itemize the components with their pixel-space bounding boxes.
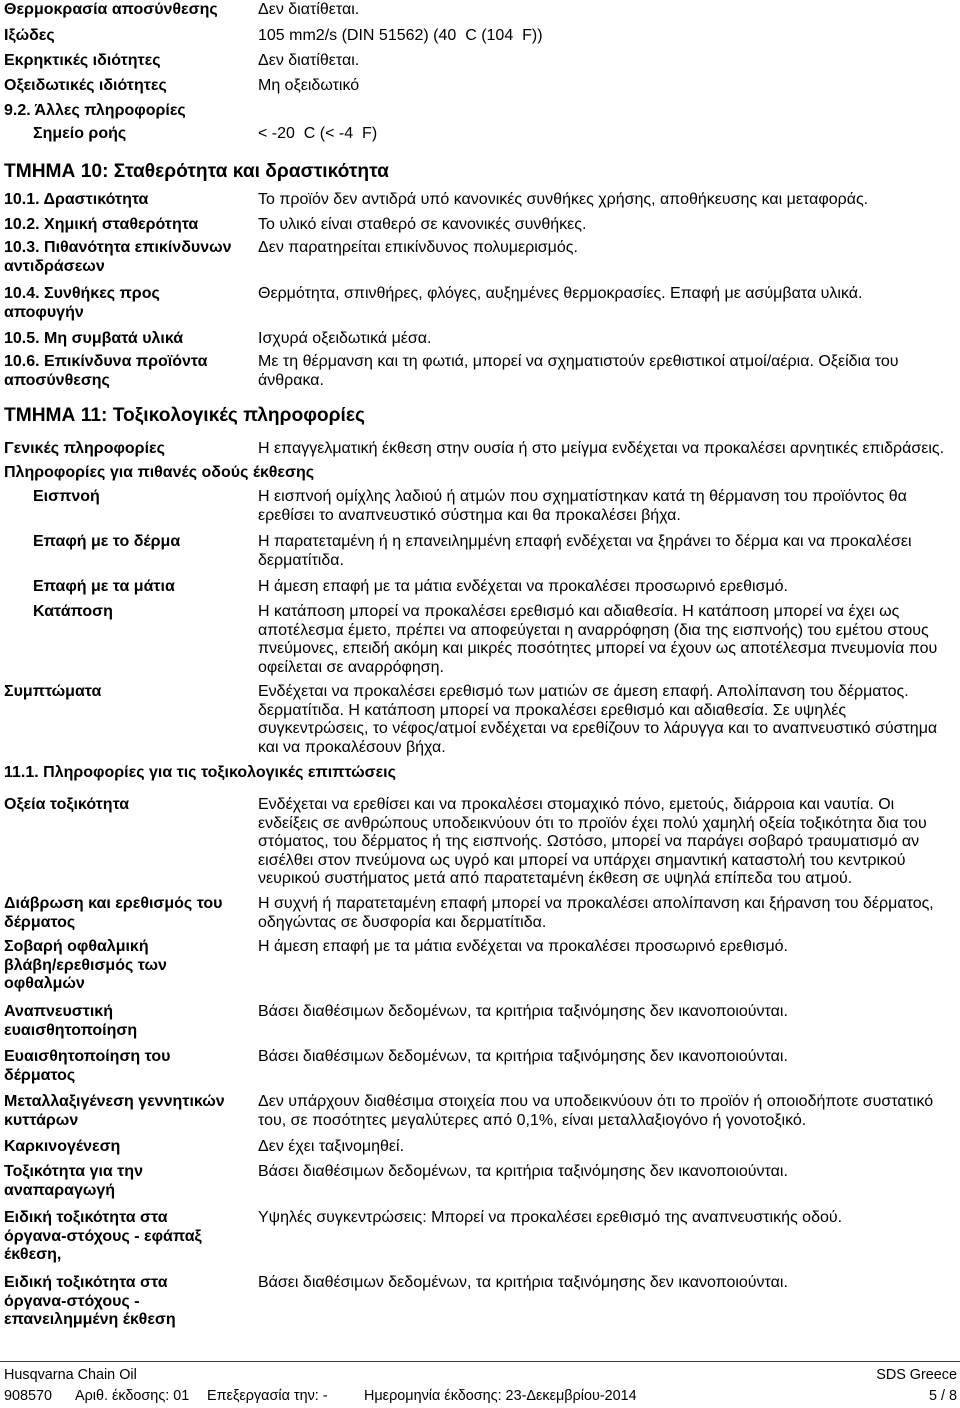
effect-label: Ειδική τοξικότητα στα όργανα-στόχους - εφάπαξ έκθεση, bbox=[4, 1209, 202, 1263]
stability-label: 10.5. Μη συμβατά υλικά bbox=[4, 330, 184, 347]
section-11-title: ΤΜΗΜΑ 11: Τοξικολογικές πληροφορίες bbox=[4, 405, 365, 426]
tox-value: Ενδέχεται να προκαλέσει ερεθισμό των ματιών σε άμεση επαφή. Απολίπανση του δέρματος. δερματίτιδα. Η κατάποση μπορεί να προκαλέσει ερεθισμό και αδιαθεσία. Σε υψηλές συγκεντρώσεις, το νέφος/ατμοί ενδέχεται να ερεθίζουν το λάρυγγα και το αναπνευστικό σύστημα και να προκαλέσουν βήχα. bbox=[258, 683, 938, 756]
effect-value: Δεν έχει ταξινομηθεί. bbox=[258, 1138, 405, 1155]
exposure-label: Εισπνοή bbox=[33, 488, 100, 505]
tox-value: Η επαγγελματική έκθεση στην ουσία ή στο μείγμα ενδέχεται να προκαλέσει αρνητικές επιδράσεις. bbox=[258, 440, 945, 457]
footer-issue-date: Ημερομηνία έκδοσης: 23-Δεκεμβρίου-2014 bbox=[364, 1388, 637, 1404]
tox-label: Συμπτώματα bbox=[4, 683, 102, 700]
stability-label: 10.6. Επικίνδυνα προϊόντα αποσύνθεσης bbox=[4, 353, 208, 389]
effect-label: Διάβρωση και ερεθισμός του δέρματος bbox=[4, 895, 223, 931]
property-value: Δεν διατίθεται. bbox=[258, 52, 360, 69]
tox-label: Γενικές πληροφορίες bbox=[4, 440, 165, 457]
stability-label: 10.1. Δραστικότητα bbox=[4, 191, 149, 208]
stability-label: 10.3. Πιθανότητα επικίνδυνων αντιδράσεων bbox=[4, 239, 232, 275]
effect-label: Ευαισθητοποίηση του δέρματος bbox=[4, 1048, 171, 1084]
effect-value: Η άμεση επαφή με τα μάτια ενδέχεται να προκαλέσει προσωρινό ερεθισμό. bbox=[258, 938, 788, 955]
effect-value: Βάσει διαθέσιμων δεδομένων, τα κριτήρια ταξινόμησης δεν ικανοποιούνται. bbox=[258, 1048, 788, 1065]
effect-value: Υψηλές συγκεντρώσεις: Μπορεί να προκαλέσει ερεθισμό της αναπνευστικής οδού. bbox=[258, 1209, 843, 1226]
property-label: Σημείο ροής bbox=[33, 125, 127, 142]
effect-label: Αναπνευστική ευαισθητοποίηση bbox=[4, 1003, 138, 1039]
footer-product-code: 908570 bbox=[4, 1388, 53, 1404]
section-10-title: ΤΜΗΜΑ 10: Σταθερότητα και δραστικότητα bbox=[4, 161, 389, 182]
subsection-heading-other-information: 9.2. Άλλες πληροφορίες bbox=[4, 102, 186, 119]
property-label: Οξειδωτικές ιδιότητες bbox=[4, 77, 167, 94]
exposure-value: Η κατάποση μπορεί να προκαλέσει ερεθισμό και αδιαθεσία. Η κατάποση μπορεί να έχει ως αποτέλεσμα έμετο, πρέπει να αποφεύγεται η αναρρόφηση (δια της εισπνοής) του εμέτου στους πνεύμονες, επειδή ακόμη και μικρές ποσότητες μπορεί να έχουν ως αποτέλεσμα πνευμονία που οφείλεται σε αναρρόφηση. bbox=[258, 603, 938, 676]
exposure-label: Κατάποση bbox=[33, 603, 113, 620]
stability-value: Θερμότητα, σπινθήρες, φλόγες, αυξημένες θερμοκρασίες. Επαφή με ασύμβατα υλικά. bbox=[258, 285, 863, 302]
exposure-label: Επαφή με το δέρμα bbox=[33, 533, 181, 550]
effect-label: Ειδική τοξικότητα στα όργανα-στόχους - επανειλημμένη έκθεση bbox=[4, 1274, 176, 1328]
property-value: Μη οξειδωτικό bbox=[258, 77, 360, 94]
effect-value: Δεν υπάρχουν διαθέσιμα στοιχεία που να υποδεικνύουν ότι το προϊόν ή οποιοδήποτε συστατικό του, σε ποσότητες μεγαλύτερες από 0,1%, είναι μεταλλαξιογόνο ή γονοτοξικό. bbox=[258, 1093, 934, 1129]
exposure-value: Η εισπνοή ομίχλης λαδιού ή ατμών που σχηματίστηκαν κατά τη θέρμανση του προϊόντος θα ερεθίσει το αναπνευστικό σύστημα και θα προκαλέσει βήχα. bbox=[258, 488, 907, 524]
stability-value: Δεν παρατηρείται επικίνδυνος πολυμερισμός. bbox=[258, 239, 578, 256]
exposure-label: Επαφή με τα μάτια bbox=[33, 578, 175, 595]
exposure-value: Η παρατεταμένη ή η επανειλημμένη επαφή ενδέχεται να ξηράνει το δέρμα και να προκαλέσει δερματίτιδα. bbox=[258, 533, 912, 569]
footer-page-number: 5 / 8 bbox=[928, 1388, 957, 1404]
effect-label: Καρκινογένεση bbox=[4, 1138, 121, 1155]
effect-label: Μεταλλαξιγένεση γεννητικών κυττάρων bbox=[4, 1093, 225, 1129]
property-value: Δεν διατίθεται. bbox=[258, 1, 360, 18]
subsection-heading-toxicological-effects: 11.1. Πληροφορίες για τις τοξικολογικές επιπτώσεις bbox=[4, 764, 396, 781]
stability-label: 10.2. Χημική σταθερότητα bbox=[4, 216, 199, 233]
subsection-heading-exposure-routes: Πληροφορίες για πιθανές οδούς έκθεσης bbox=[4, 464, 315, 481]
effect-label: Τοξικότητα για την αναπαραγωγή bbox=[4, 1163, 143, 1199]
effect-value: Βάσει διαθέσιμων δεδομένων, τα κριτήρια ταξινόμησης δεν ικανοποιούνται. bbox=[258, 1163, 788, 1180]
stability-value: Ισχυρά οξειδωτικά μέσα. bbox=[258, 330, 432, 347]
footer-product-name: Husqvarna Chain Oil bbox=[4, 1367, 137, 1383]
property-label: Εκρηκτικές ιδιότητες bbox=[4, 52, 161, 69]
property-label: Ιξώδες bbox=[4, 27, 55, 44]
footer-divider bbox=[0, 1361, 960, 1362]
effect-value: Βάσει διαθέσιμων δεδομένων, τα κριτήρια ταξινόμησης δεν ικανοποιούνται. bbox=[258, 1274, 788, 1291]
effect-label: Σοβαρή οφθαλμική βλάβη/ερεθισμός των οφθαλμών bbox=[4, 938, 167, 992]
effect-label: Οξεία τοξικότητα bbox=[4, 796, 130, 813]
footer-version-number: Αριθ. έκδοσης: 01 bbox=[75, 1388, 190, 1404]
property-value: 105 mm2/s (DIN 51562) (40 C (104 F)) bbox=[258, 27, 543, 44]
stability-value: Το υλικό είναι σταθερό σε κανονικές συνθήκες. bbox=[258, 216, 587, 233]
effect-value: Βάσει διαθέσιμων δεδομένων, τα κριτήρια ταξινόμησης δεν ικανοποιούνται. bbox=[258, 1003, 788, 1020]
property-value: < -20 C (< -4 F) bbox=[258, 125, 378, 142]
effect-value: Ενδέχεται να ερεθίσει και να προκαλέσει στομαχικό πόνο, εμετούς, διάρροια και ναυτία. Οι ενδείξεις σε ανθρώπους υποδεικνύουν ότι το προϊόν έχει πολύ χαμηλή οξεία τοξικότητα δια του στόματος, του δέρματος ή της εισπνοής. Ωστόσο, μπορεί να παράγει σοβαρό τραυματισμό αν εισέλθει στον πνεύμονα ως υγρό και μπορεί να υπάρχει σημαντική καταστολή του κεντρικού νευρικού συστήματος μετά από παρατεταμένη έκθεση σε υψηλά επίπεδα του ατμού. bbox=[258, 796, 927, 887]
stability-value: Το προϊόν δεν αντιδρά υπό κανονικές συνθήκες χρήσης, αποθήκευσης και μεταφοράς. bbox=[258, 191, 869, 208]
stability-label: 10.4. Συνθήκες προς αποφυγήν bbox=[4, 285, 160, 321]
stability-value: Με τη θέρμανση και τη φωτιά, μπορεί να σχηματιστούν ερεθιστικοί ατμοί/αέρια. Οξείδια του άνθρακα. bbox=[258, 353, 899, 389]
footer-revision-date: Επεξεργασία την: - bbox=[207, 1388, 328, 1404]
effect-value: Η συχνή ή παρατεταμένη επαφή μπορεί να προκαλέσει απολίπανση και ξήρανση του δέρματος, οδηγώντας σε δυσφορία και δερματίτιδα. bbox=[258, 895, 934, 931]
exposure-value: Η άμεση επαφή με τα μάτια ενδέχεται να προκαλέσει προσωρινό ερεθισμό. bbox=[258, 578, 788, 595]
property-label: Θερμοκρασία αποσύνθεσης bbox=[4, 1, 218, 18]
footer-document-type: SDS Greece bbox=[876, 1367, 957, 1383]
